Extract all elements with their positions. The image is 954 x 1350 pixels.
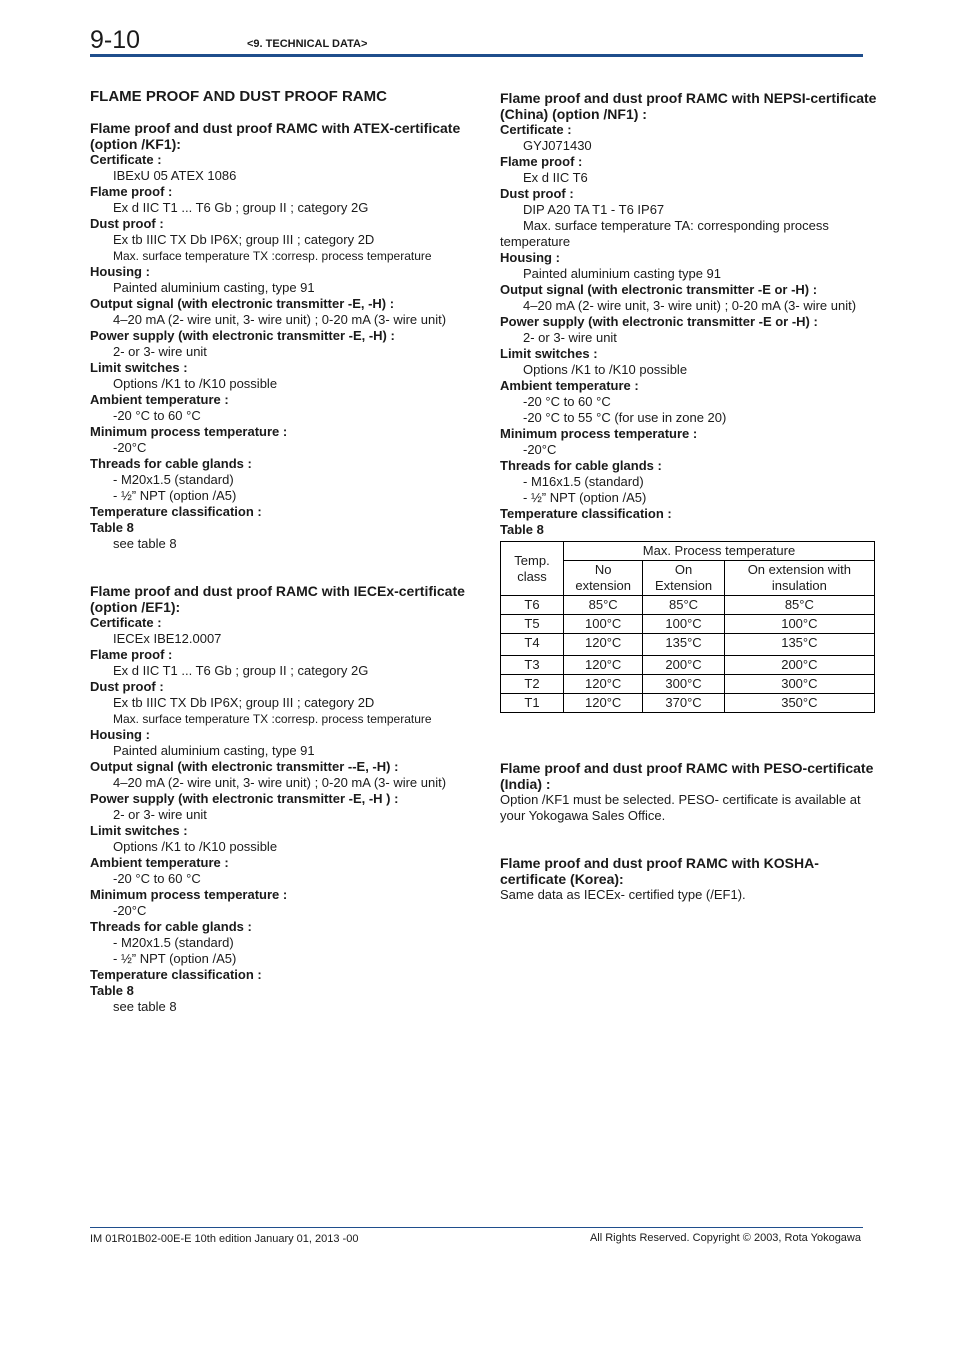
limit-switches-value: Options /K1 to /K10 possible <box>113 839 278 854</box>
footer-copyright: All Rights Reserved. Copyright © 2003, Rota Yokogawa <box>589 1232 861 1244</box>
housing-value: Painted aluminium casting type 91 <box>523 266 722 281</box>
chapter-title: <9. TECHNICAL DATA> <box>247 38 368 50</box>
temp-classification-label: Temperature classification : <box>90 967 262 982</box>
temperature-table <box>500 541 875 713</box>
dust-proof-value: DIP A20 TA T1 - T6 IP67 <box>523 202 665 217</box>
kosha-section <box>500 855 880 903</box>
iecex-section <box>90 583 470 1015</box>
min-process-temp-label: Minimum process temperature : <box>90 424 288 439</box>
table-row <box>501 675 875 694</box>
table-cell: 100°C <box>643 615 724 634</box>
table-cell: 135°C <box>724 634 874 656</box>
table-cell: 300°C <box>724 675 874 694</box>
table-cell: 85°C <box>564 596 643 615</box>
certificate-label: Certificate : <box>500 122 572 137</box>
flame-proof-value: Ex d IIC T6 <box>523 170 588 185</box>
flame-proof-value: Ex d IIC T1 ... T6 Gb ; group II ; category 2G <box>113 200 369 215</box>
flame-proof-value: Ex d IIC T1 ... T6 Gb ; group II ; category 2G <box>113 663 369 678</box>
table-cell: 300°C <box>643 675 724 694</box>
kosha-title: Flame proof and dust proof RAMC with KOSHA-certificate (Korea): <box>500 855 819 887</box>
kosha-text: Same data as IECEx- certified type (/EF1). <box>500 887 746 902</box>
housing-label: Housing : <box>90 727 150 742</box>
table-cell: T6 <box>501 596 564 615</box>
flame-proof-label: Flame proof : <box>90 184 173 199</box>
limit-switches-label: Limit switches : <box>90 360 188 375</box>
ambient-temp-value: -20 °C to 60 °C <box>113 408 201 423</box>
table-cell: T3 <box>501 656 564 675</box>
thread-option: - ½” NPT (option /A5) <box>113 488 237 503</box>
page-number: 9-10 <box>90 26 141 54</box>
output-signal-value: 4–20 mA (2- wire unit, 3- wire unit) ; 0-20 mA (3- wire unit) <box>113 775 447 790</box>
table-cell: 100°C <box>724 615 874 634</box>
peso-section <box>500 760 880 824</box>
nepsi-title: Flame proof and dust proof RAMC with NEPSI-certificate (China) (option /NF1) : <box>500 90 877 122</box>
min-process-temp-value: -20°C <box>113 903 147 918</box>
ambient-temp-zone20: -20 °C to 55 °C (for use in zone 20) <box>523 410 727 425</box>
peso-text: Option /KF1 must be selected. PESO- certificate is available at your Yokogawa Sales Office. <box>500 792 861 823</box>
dust-proof-note: Max. surface temperature TX :corresp. process temperature <box>113 712 432 726</box>
table-cell: 370°C <box>643 694 724 713</box>
power-supply-value: 2- or 3- wire unit <box>523 330 617 345</box>
iecex-title: Flame proof and dust proof RAMC with IECEx-certificate (option /EF1): <box>90 583 465 615</box>
min-process-temp-label: Minimum process temperature : <box>500 426 698 441</box>
output-signal-value: 4–20 mA (2- wire unit, 3- wire unit) ; 0-20 mA (3- wire unit) <box>523 298 857 313</box>
power-supply-value: 2- or 3- wire unit <box>113 807 207 822</box>
atex-title: Flame proof and dust proof RAMC with ATEX-certificate (option /KF1): <box>90 120 461 152</box>
dust-proof-note: Max. surface temperature TX :corresp. process temperature <box>113 249 432 263</box>
temp-classification-label: Temperature classification : <box>90 504 262 519</box>
header-max-process-temp: Max. Process temperature <box>564 542 875 561</box>
power-supply-label: Power supply (with electronic transmitter -E or -H) : <box>500 314 818 329</box>
dust-proof-value: Ex tb IIIC TX Db IP6X; group III ; category 2D <box>113 232 375 247</box>
footer-rule <box>90 1227 863 1228</box>
housing-label: Housing : <box>500 250 560 265</box>
atex-section <box>90 120 470 552</box>
thread-standard: - M16x1.5 (standard) <box>523 474 644 489</box>
flame-proof-label: Flame proof : <box>500 154 583 169</box>
power-supply-label: Power supply (with electronic transmitter -E, -H) : <box>90 328 395 343</box>
table-label: Table 8 <box>90 520 134 535</box>
limit-switches-label: Limit switches : <box>90 823 188 838</box>
table-cell: 120°C <box>564 675 643 694</box>
table-cell: 135°C <box>643 634 724 656</box>
table-row <box>501 615 875 634</box>
page-header <box>90 26 862 56</box>
table-cell: 120°C <box>564 656 643 675</box>
min-process-temp-value: -20°C <box>523 442 557 457</box>
table-cell: 120°C <box>564 634 643 656</box>
left-column <box>90 88 470 1015</box>
min-process-temp-value: -20°C <box>113 440 147 455</box>
dust-proof-note-cont: temperature <box>500 234 571 249</box>
ambient-temp-label: Ambient temperature : <box>500 378 639 393</box>
table-row <box>501 656 875 675</box>
peso-title: Flame proof and dust proof RAMC with PESO-certificate (India) : <box>500 760 874 792</box>
threads-label: Threads for cable glands : <box>500 458 662 473</box>
table-row <box>501 634 875 656</box>
housing-label: Housing : <box>90 264 150 279</box>
certificate-value: IECEx IBE12.0007 <box>113 631 222 646</box>
dust-proof-label: Dust proof : <box>90 216 164 231</box>
flame-proof-label: Flame proof : <box>90 647 173 662</box>
header-no-extension: No extension <box>564 561 643 596</box>
thread-option: - ½” NPT (option /A5) <box>523 490 647 505</box>
output-signal-label: Output signal (with electronic transmitter -E or -H) : <box>500 282 818 297</box>
output-signal-label: Output signal (with electronic transmitter --E, -H) : <box>90 759 399 774</box>
min-process-temp-label: Minimum process temperature : <box>90 887 288 902</box>
dust-proof-label: Dust proof : <box>500 186 574 201</box>
output-signal-value: 4–20 mA (2- wire unit, 3- wire unit) ; 0-20 mA (3- wire unit) <box>113 312 447 327</box>
ambient-temp-value: -20 °C to 60 °C <box>523 394 611 409</box>
housing-value: Painted aluminium casting, type 91 <box>113 280 315 295</box>
power-supply-value: 2- or 3- wire unit <box>113 344 207 359</box>
header-rule <box>90 54 863 57</box>
thread-standard: - M20x1.5 (standard) <box>113 935 234 950</box>
certificate-label: Certificate : <box>90 152 162 167</box>
threads-label: Threads for cable glands : <box>90 919 252 934</box>
ambient-temp-label: Ambient temperature : <box>90 855 229 870</box>
table-row <box>501 596 875 615</box>
main-title: FLAME PROOF AND DUST PROOF RAMC <box>90 88 387 105</box>
table-cell: T5 <box>501 615 564 634</box>
dust-proof-note: Max. surface temperature TA: corresponding process <box>523 218 829 233</box>
table-cell: T1 <box>501 694 564 713</box>
temp-classification-label: Temperature classification : <box>500 506 672 521</box>
table-label: Table 8 <box>500 522 544 537</box>
output-signal-label: Output signal (with electronic transmitter -E, -H) : <box>90 296 395 311</box>
thread-option: - ½” NPT (option /A5) <box>113 951 237 966</box>
header-on-extension: On Extension <box>643 561 724 596</box>
dust-proof-label: Dust proof : <box>90 679 164 694</box>
nepsi-section <box>500 90 880 538</box>
table-cell: 120°C <box>564 694 643 713</box>
table-cell: 200°C <box>643 656 724 675</box>
table-cell: 85°C <box>724 596 874 615</box>
power-supply-label: Power supply (with electronic transmitter -E, -H ) : <box>90 791 399 806</box>
certificate-value: GYJ071430 <box>523 138 592 153</box>
limit-switches-label: Limit switches : <box>500 346 598 361</box>
table-cell: 85°C <box>643 596 724 615</box>
table-cell: 100°C <box>564 615 643 634</box>
table-cell: T2 <box>501 675 564 694</box>
certificate-value: IBExU 05 ATEX 1086 <box>113 168 237 183</box>
limit-switches-value: Options /K1 to /K10 possible <box>113 376 278 391</box>
header-on-extension-insulation: On extension with insulation <box>724 561 874 596</box>
table-reference: see table 8 <box>113 536 177 551</box>
header-temp-class: Temp. class <box>501 542 564 596</box>
table-reference: see table 8 <box>113 999 177 1014</box>
table-cell: 350°C <box>724 694 874 713</box>
right-column <box>500 90 880 903</box>
dust-proof-value: Ex tb IIIC TX Db IP6X; group III ; category 2D <box>113 695 375 710</box>
threads-label: Threads for cable glands : <box>90 456 252 471</box>
table-cell: 200°C <box>724 656 874 675</box>
table-label: Table 8 <box>90 983 134 998</box>
limit-switches-value: Options /K1 to /K10 possible <box>523 362 688 377</box>
table-cell: T4 <box>501 634 564 656</box>
housing-value: Painted aluminium casting, type 91 <box>113 743 315 758</box>
thread-standard: - M20x1.5 (standard) <box>113 472 234 487</box>
ambient-temp-value: -20 °C to 60 °C <box>113 871 201 886</box>
footer-document-id: IM 01R01B02-00E-E 10th edition January 01, 2013 -00 <box>90 1233 359 1245</box>
certificate-label: Certificate : <box>90 615 162 630</box>
table-row <box>501 694 875 713</box>
ambient-temp-label: Ambient temperature : <box>90 392 229 407</box>
